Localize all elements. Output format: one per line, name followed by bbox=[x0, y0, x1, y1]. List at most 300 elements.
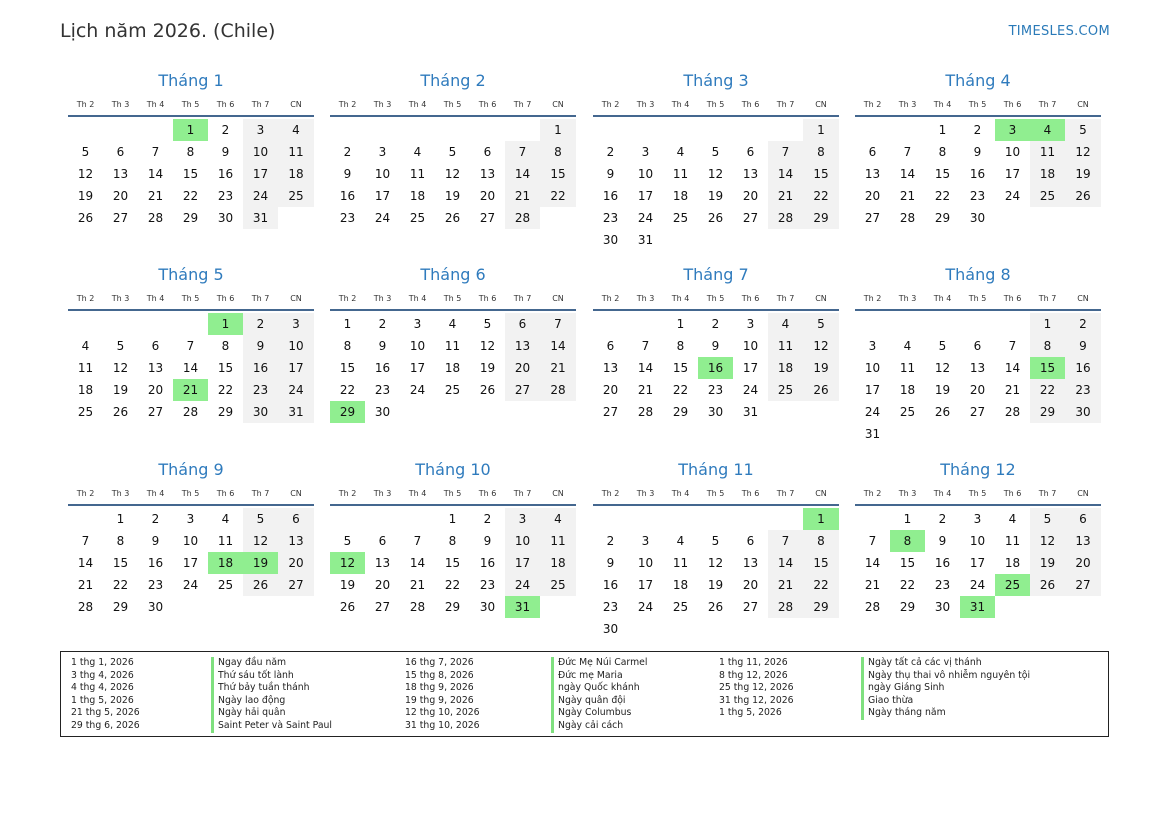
legend-date: 4 thg 4, 2026 bbox=[71, 682, 134, 694]
weekday-label: Th 5 bbox=[968, 100, 987, 109]
day-cell: 24 bbox=[742, 383, 759, 397]
weekday-label: Th 6 bbox=[741, 489, 760, 498]
empty-cell bbox=[855, 119, 890, 141]
weekday-label: Th 7 bbox=[1038, 100, 1057, 109]
day-cell: 28 bbox=[182, 405, 199, 419]
empty-cell bbox=[1065, 423, 1101, 445]
weekday-label: Th 6 bbox=[478, 100, 497, 109]
day-cell: 10 bbox=[637, 167, 654, 181]
weekday-label: Th 5 bbox=[181, 294, 200, 303]
weekday-label: Th 4 bbox=[671, 489, 690, 498]
empty-cell bbox=[435, 401, 470, 423]
day-cell: 11 bbox=[77, 361, 94, 375]
day-cell: 2 bbox=[606, 534, 615, 548]
weekday-header bbox=[593, 291, 839, 311]
weekday-label: Th 5 bbox=[181, 100, 200, 109]
weekday-header bbox=[593, 486, 839, 506]
day-cell: 19 bbox=[1030, 552, 1065, 574]
empty-cell bbox=[960, 423, 995, 445]
legend-date: 1 thg 11, 2026 bbox=[719, 657, 788, 668]
empty-cell bbox=[768, 508, 803, 530]
weekday-label: Th 6 bbox=[478, 294, 497, 303]
day-cell: 21 bbox=[768, 574, 803, 596]
weekday-label: CN bbox=[1077, 100, 1089, 109]
day-cell: 3 bbox=[243, 119, 278, 141]
legend-date: 18 thg 9, 2026 bbox=[405, 682, 474, 694]
month-7 bbox=[593, 264, 839, 423]
weekday-label: CN bbox=[552, 100, 564, 109]
day-cell: 29 bbox=[217, 405, 234, 419]
day-cell: 1 bbox=[208, 313, 243, 335]
day-cell: 2 bbox=[221, 123, 230, 137]
day-cell: 26 bbox=[707, 600, 724, 614]
day-cell: 26 bbox=[707, 211, 724, 225]
day-cell: 11 bbox=[672, 556, 689, 570]
day-cell: 16 bbox=[374, 361, 391, 375]
day-cell: 26 bbox=[77, 211, 94, 225]
weekday-header bbox=[330, 97, 576, 117]
weekday-label: Th 2 bbox=[338, 294, 357, 303]
day-grid bbox=[68, 313, 314, 423]
day-cell: 5 bbox=[711, 534, 720, 548]
day-cell: 5 bbox=[803, 313, 839, 335]
day-cell: 27 bbox=[374, 600, 391, 614]
day-cell: 23 bbox=[707, 383, 724, 397]
day-cell: 24 bbox=[243, 185, 278, 207]
day-cell: 4 bbox=[676, 534, 685, 548]
day-cell: 11 bbox=[540, 530, 576, 552]
day-cell: 25 bbox=[77, 405, 94, 419]
day-cell: 16 bbox=[602, 189, 619, 203]
legend-holiday-name: Thứ sáu tốt lành bbox=[211, 670, 294, 683]
day-cell: 29 bbox=[672, 405, 689, 419]
day-cell: 20 bbox=[969, 383, 986, 397]
day-cell: 5 bbox=[483, 317, 492, 331]
day-cell: 25 bbox=[672, 600, 689, 614]
empty-cell bbox=[890, 313, 925, 335]
day-cell: 16 bbox=[243, 357, 278, 379]
day-cell: 30 bbox=[602, 233, 619, 247]
day-cell: 18 bbox=[1004, 556, 1021, 570]
day-cell: 10 bbox=[864, 361, 881, 375]
weekday-label: Th 2 bbox=[76, 100, 95, 109]
month-12 bbox=[855, 459, 1101, 618]
day-cell: 7 bbox=[768, 141, 803, 163]
day-cell: 22 bbox=[672, 383, 689, 397]
month-title: Tháng 2 bbox=[420, 71, 486, 90]
day-cell: 18 bbox=[672, 578, 689, 592]
weekday-label: Th 7 bbox=[1038, 294, 1057, 303]
weekday-label: Th 5 bbox=[443, 100, 462, 109]
day-cell: 15 bbox=[672, 361, 689, 375]
day-cell: 20 bbox=[602, 383, 619, 397]
day-cell: 19 bbox=[934, 383, 951, 397]
day-cell: 30 bbox=[479, 600, 496, 614]
weekday-label: Th 3 bbox=[111, 294, 130, 303]
day-cell: 10 bbox=[182, 534, 199, 548]
day-cell: 23 bbox=[479, 578, 496, 592]
day-cell: 4 bbox=[768, 313, 803, 335]
day-cell: 17 bbox=[243, 163, 278, 185]
day-cell: 22 bbox=[339, 383, 356, 397]
day-cell: 15 bbox=[339, 361, 356, 375]
day-cell: 28 bbox=[147, 211, 164, 225]
day-cell: 2 bbox=[243, 313, 278, 335]
empty-cell bbox=[593, 119, 628, 141]
day-cell: 21 bbox=[899, 189, 916, 203]
day-cell: 14 bbox=[505, 163, 540, 185]
day-cell: 3 bbox=[973, 512, 982, 526]
month-11 bbox=[593, 459, 839, 640]
weekday-label: Th 6 bbox=[216, 294, 235, 303]
day-cell: 25 bbox=[899, 405, 916, 419]
day-cell: 30 bbox=[934, 600, 951, 614]
empty-cell bbox=[400, 401, 435, 423]
empty-cell bbox=[663, 229, 698, 251]
day-grid bbox=[68, 508, 314, 618]
day-cell: 15 bbox=[899, 556, 916, 570]
day-cell: 8 bbox=[186, 145, 195, 159]
day-cell: 2 bbox=[343, 145, 352, 159]
empty-cell bbox=[68, 508, 103, 530]
day-cell: 3 bbox=[868, 339, 877, 353]
day-cell: 12 bbox=[112, 361, 129, 375]
empty-cell bbox=[470, 401, 505, 423]
legend-date: 12 thg 10, 2026 bbox=[405, 707, 480, 719]
day-cell: 27 bbox=[864, 211, 881, 225]
day-grid bbox=[855, 119, 1101, 229]
weekday-label: CN bbox=[1077, 489, 1089, 498]
day-cell: 13 bbox=[147, 361, 164, 375]
month-title: Tháng 11 bbox=[678, 460, 754, 479]
day-cell: 25 bbox=[768, 379, 803, 401]
day-cell: 21 bbox=[173, 379, 208, 401]
legend-date: 8 thg 12, 2026 bbox=[719, 669, 788, 681]
weekday-label: Th 3 bbox=[636, 489, 655, 498]
weekday-label: Th 7 bbox=[251, 489, 270, 498]
day-cell: 30 bbox=[602, 622, 619, 636]
day-cell: 8 bbox=[890, 530, 925, 552]
day-cell: 11 bbox=[672, 167, 689, 181]
day-cell: 4 bbox=[1008, 512, 1017, 526]
empty-cell bbox=[1030, 596, 1065, 618]
weekday-header bbox=[68, 97, 314, 117]
day-cell: 17 bbox=[374, 189, 391, 203]
month-title: Tháng 10 bbox=[415, 460, 491, 479]
day-cell: 10 bbox=[374, 167, 391, 181]
weekday-label: Th 5 bbox=[968, 489, 987, 498]
empty-cell bbox=[995, 207, 1030, 229]
day-cell: 27 bbox=[147, 405, 164, 419]
day-cell: 21 bbox=[505, 185, 540, 207]
empty-cell bbox=[68, 119, 103, 141]
day-cell: 13 bbox=[278, 530, 314, 552]
day-cell: 10 bbox=[742, 339, 759, 353]
day-cell: 1 bbox=[448, 512, 457, 526]
day-cell: 9 bbox=[243, 335, 278, 357]
legend-holiday-name: Saint Peter và Saint Paul bbox=[211, 720, 332, 733]
day-cell: 17 bbox=[742, 361, 759, 375]
day-cell: 7 bbox=[641, 339, 650, 353]
day-cell: 13 bbox=[742, 556, 759, 570]
day-cell: 3 bbox=[413, 317, 422, 331]
day-cell: 4 bbox=[676, 145, 685, 159]
month-2 bbox=[330, 70, 576, 229]
empty-cell bbox=[628, 119, 663, 141]
day-cell: 18 bbox=[899, 383, 916, 397]
day-cell: 6 bbox=[278, 508, 314, 530]
day-cell: 4 bbox=[1030, 119, 1065, 141]
day-cell: 13 bbox=[112, 167, 129, 181]
day-cell: 27 bbox=[742, 600, 759, 614]
day-cell: 20 bbox=[742, 578, 759, 592]
empty-cell bbox=[1065, 207, 1101, 229]
day-cell: 12 bbox=[330, 552, 365, 574]
day-cell: 22 bbox=[112, 578, 129, 592]
month-5 bbox=[68, 264, 314, 423]
empty-cell bbox=[365, 119, 400, 141]
legend-date: 3 thg 4, 2026 bbox=[71, 669, 134, 681]
legend-date: 16 thg 7, 2026 bbox=[405, 657, 474, 668]
weekday-label: Th 6 bbox=[1003, 489, 1022, 498]
weekday-label: Th 4 bbox=[408, 489, 427, 498]
day-cell: 8 bbox=[343, 339, 352, 353]
day-cell: 14 bbox=[637, 361, 654, 375]
weekday-label: Th 3 bbox=[636, 100, 655, 109]
day-cell: 20 bbox=[479, 189, 496, 203]
day-cell: 3 bbox=[641, 534, 650, 548]
day-cell: 5 bbox=[1065, 119, 1101, 141]
day-cell: 24 bbox=[637, 211, 654, 225]
day-cell: 23 bbox=[339, 211, 356, 225]
weekday-label: Th 6 bbox=[741, 100, 760, 109]
day-cell: 22 bbox=[803, 185, 839, 207]
day-cell: 15 bbox=[540, 163, 576, 185]
empty-cell bbox=[628, 618, 663, 640]
weekday-label: Th 7 bbox=[513, 489, 532, 498]
day-cell: 29 bbox=[899, 600, 916, 614]
day-cell: 5 bbox=[81, 145, 90, 159]
legend-date: 19 thg 9, 2026 bbox=[405, 694, 474, 706]
month-title: Tháng 7 bbox=[683, 265, 749, 284]
weekday-label: CN bbox=[815, 100, 827, 109]
day-cell: 28 bbox=[899, 211, 916, 225]
month-9 bbox=[68, 459, 314, 618]
weekday-label: Th 6 bbox=[741, 294, 760, 303]
day-cell: 9 bbox=[1065, 335, 1101, 357]
weekday-label: Th 3 bbox=[898, 489, 917, 498]
month-8 bbox=[855, 264, 1101, 445]
weekday-label: Th 7 bbox=[776, 489, 795, 498]
day-grid bbox=[593, 508, 839, 640]
day-cell: 30 bbox=[1065, 401, 1101, 423]
day-cell: 13 bbox=[969, 361, 986, 375]
legend-holiday-name: Ngày tất cả các vị thánh bbox=[861, 657, 982, 670]
empty-cell bbox=[68, 313, 103, 335]
day-grid bbox=[330, 508, 576, 618]
empty-cell bbox=[173, 313, 208, 335]
day-cell: 19 bbox=[243, 552, 278, 574]
weekday-label: Th 3 bbox=[373, 489, 392, 498]
day-cell: 4 bbox=[903, 339, 912, 353]
day-cell: 15 bbox=[803, 163, 839, 185]
day-cell: 16 bbox=[969, 167, 986, 181]
day-cell: 26 bbox=[479, 383, 496, 397]
day-cell: 2 bbox=[378, 317, 387, 331]
empty-cell bbox=[698, 508, 733, 530]
empty-cell bbox=[855, 508, 890, 530]
day-cell: 14 bbox=[864, 556, 881, 570]
day-cell: 4 bbox=[413, 145, 422, 159]
empty-cell bbox=[803, 229, 839, 251]
weekday-label: Th 2 bbox=[338, 489, 357, 498]
day-cell: 27 bbox=[479, 211, 496, 225]
day-cell: 9 bbox=[606, 167, 615, 181]
day-cell: 18 bbox=[208, 552, 243, 574]
weekday-label: CN bbox=[552, 294, 564, 303]
day-cell: 2 bbox=[711, 317, 720, 331]
day-cell: 29 bbox=[444, 600, 461, 614]
day-cell: 31 bbox=[742, 405, 759, 419]
weekday-label: Th 2 bbox=[601, 100, 620, 109]
weekday-label: CN bbox=[815, 294, 827, 303]
weekday-label: Th 4 bbox=[671, 294, 690, 303]
day-cell: 23 bbox=[934, 578, 951, 592]
weekday-label: Th 7 bbox=[513, 100, 532, 109]
day-cell: 6 bbox=[505, 313, 540, 335]
day-cell: 5 bbox=[448, 145, 457, 159]
empty-cell bbox=[593, 313, 628, 335]
legend-date: 1 thg 5, 2026 bbox=[719, 707, 782, 719]
day-cell: 17 bbox=[278, 357, 314, 379]
day-cell: 18 bbox=[444, 361, 461, 375]
day-cell: 19 bbox=[707, 189, 724, 203]
legend-holiday-name: Ngay đầu năm bbox=[211, 657, 286, 670]
weekday-header bbox=[855, 486, 1101, 506]
day-cell: 17 bbox=[637, 578, 654, 592]
day-grid bbox=[68, 119, 314, 229]
day-cell: 12 bbox=[479, 339, 496, 353]
day-cell: 13 bbox=[1065, 530, 1101, 552]
empty-cell bbox=[733, 119, 768, 141]
weekday-label: Th 3 bbox=[373, 294, 392, 303]
legend-holiday-name: Ngày quân đội bbox=[551, 695, 626, 708]
legend-holiday-name: Thứ bảy tuần thánh bbox=[211, 682, 310, 695]
weekday-label: Th 3 bbox=[111, 489, 130, 498]
day-cell: 29 bbox=[182, 211, 199, 225]
empty-cell bbox=[330, 508, 365, 530]
weekday-label: Th 3 bbox=[898, 100, 917, 109]
day-cell: 1 bbox=[903, 512, 912, 526]
day-cell: 30 bbox=[243, 401, 278, 423]
day-cell: 8 bbox=[1030, 335, 1065, 357]
day-cell: 4 bbox=[221, 512, 230, 526]
day-cell: 10 bbox=[969, 534, 986, 548]
empty-cell bbox=[103, 313, 138, 335]
day-cell: 5 bbox=[938, 339, 947, 353]
brand-link[interactable]: TIMESLES.COM bbox=[1008, 24, 1110, 39]
day-cell: 14 bbox=[182, 361, 199, 375]
day-cell: 13 bbox=[374, 556, 391, 570]
day-cell: 16 bbox=[479, 556, 496, 570]
day-cell: 24 bbox=[182, 578, 199, 592]
day-cell: 13 bbox=[742, 167, 759, 181]
day-cell: 31 bbox=[278, 401, 314, 423]
day-cell: 18 bbox=[540, 552, 576, 574]
day-cell: 22 bbox=[540, 185, 576, 207]
day-cell: 9 bbox=[973, 145, 982, 159]
day-cell: 19 bbox=[77, 189, 94, 203]
day-cell: 25 bbox=[217, 578, 234, 592]
day-cell: 27 bbox=[602, 405, 619, 419]
day-cell: 20 bbox=[112, 189, 129, 203]
day-cell: 23 bbox=[602, 211, 619, 225]
empty-cell bbox=[103, 119, 138, 141]
day-cell: 11 bbox=[1030, 141, 1065, 163]
day-cell: 7 bbox=[505, 141, 540, 163]
day-cell: 9 bbox=[938, 534, 947, 548]
day-cell: 22 bbox=[803, 574, 839, 596]
day-cell: 22 bbox=[899, 578, 916, 592]
day-cell: 6 bbox=[746, 145, 755, 159]
day-cell: 28 bbox=[768, 596, 803, 618]
weekday-label: Th 7 bbox=[776, 100, 795, 109]
day-grid bbox=[330, 119, 576, 229]
empty-cell bbox=[243, 596, 278, 618]
weekday-label: Th 4 bbox=[408, 100, 427, 109]
day-cell: 4 bbox=[81, 339, 90, 353]
month-title: Tháng 4 bbox=[945, 71, 1011, 90]
weekday-label: Th 6 bbox=[1003, 294, 1022, 303]
day-cell: 9 bbox=[483, 534, 492, 548]
day-cell: 1 bbox=[173, 119, 208, 141]
day-cell: 17 bbox=[1004, 167, 1021, 181]
day-cell: 14 bbox=[409, 556, 426, 570]
day-cell: 7 bbox=[868, 534, 877, 548]
day-cell: 4 bbox=[278, 119, 314, 141]
day-cell: 25 bbox=[672, 211, 689, 225]
day-cell: 26 bbox=[1030, 574, 1065, 596]
day-cell: 3 bbox=[641, 145, 650, 159]
weekday-label: Th 5 bbox=[443, 294, 462, 303]
legend-holiday-name: Ngày tháng năm bbox=[861, 707, 946, 720]
day-cell: 15 bbox=[803, 552, 839, 574]
empty-cell bbox=[803, 618, 839, 640]
day-cell: 30 bbox=[374, 405, 391, 419]
day-cell: 29 bbox=[934, 211, 951, 225]
day-cell: 2 bbox=[151, 512, 160, 526]
day-cell: 6 bbox=[151, 339, 160, 353]
empty-cell bbox=[925, 423, 960, 445]
day-cell: 12 bbox=[243, 530, 278, 552]
day-cell: 6 bbox=[1065, 508, 1101, 530]
weekday-label: Th 2 bbox=[601, 489, 620, 498]
day-cell: 17 bbox=[969, 556, 986, 570]
day-grid bbox=[593, 119, 839, 251]
day-cell: 25 bbox=[278, 185, 314, 207]
day-cell: 9 bbox=[378, 339, 387, 353]
day-cell: 5 bbox=[1030, 508, 1065, 530]
day-cell: 25 bbox=[444, 383, 461, 397]
empty-cell bbox=[540, 207, 576, 229]
day-cell: 7 bbox=[540, 313, 576, 335]
day-cell: 15 bbox=[444, 556, 461, 570]
day-cell: 19 bbox=[112, 383, 129, 397]
day-cell: 25 bbox=[409, 211, 426, 225]
weekday-label: Th 2 bbox=[76, 489, 95, 498]
legend-date: 29 thg 6, 2026 bbox=[71, 720, 140, 731]
day-cell: 21 bbox=[637, 383, 654, 397]
